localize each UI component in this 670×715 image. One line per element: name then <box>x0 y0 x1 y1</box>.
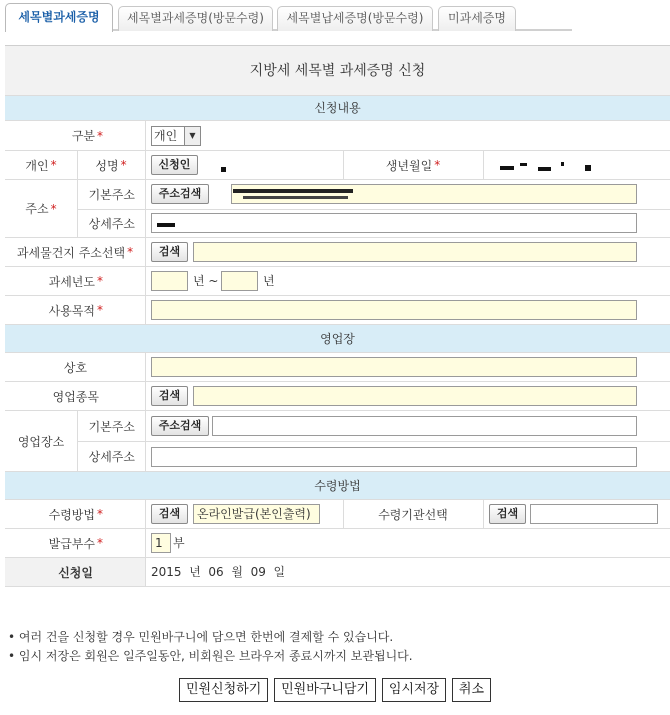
purpose-label: 사용목적 * <box>48 303 103 318</box>
form-title: 지방세 세목별 과세증명 신청 <box>5 46 670 96</box>
address-search-button[interactable]: 주소검색 <box>151 184 209 204</box>
add-to-basket-button[interactable]: 민원바구니담기 <box>274 678 376 702</box>
business-type-input[interactable] <box>193 386 637 406</box>
name-label: 성명 * <box>95 158 127 173</box>
redacted-birthdate-part <box>585 165 591 171</box>
row-address <box>5 180 670 238</box>
redacted-birthdate-part <box>561 162 564 166</box>
row-category <box>5 121 670 151</box>
cancel-button[interactable]: 취소 <box>452 678 491 702</box>
base-address-label: 기본주소 <box>88 188 135 202</box>
row-apply-date <box>5 558 670 587</box>
tab-no-tax-certificate[interactable]: 미과세증명 <box>438 6 516 31</box>
apply-date-value: 2015 년 06 월 09 일 <box>151 565 286 579</box>
copies-label: 발급부수 * <box>48 536 103 551</box>
biz-base-address-input[interactable] <box>212 416 637 436</box>
biz-detail-address-label: 상세주소 <box>88 450 135 464</box>
birthdate-label: 생년월일 * <box>385 158 441 173</box>
tab-tax-payment-certificate-visit[interactable]: 세목별납세증명(방문수령) <box>277 6 433 31</box>
notes <box>8 628 658 666</box>
row-company-name <box>5 353 670 382</box>
purpose-input[interactable] <box>151 300 637 320</box>
apply-button[interactable]: 민원신청하기 <box>179 678 268 702</box>
business-type-label: 영업종목 <box>52 389 99 404</box>
company-name-label: 상호 <box>63 360 87 375</box>
tax-year-label: 과세년도 * <box>48 274 103 289</box>
tax-object-label: 과세물건지 주소선택 * <box>16 245 134 260</box>
redacted-address <box>233 189 353 193</box>
detail-address-label: 상세주소 <box>88 217 135 231</box>
tax-year-to-input[interactable] <box>221 271 258 291</box>
category-select[interactable]: 개인 ▼ <box>151 126 201 146</box>
receive-agency-label: 수령기관선택 <box>378 507 448 522</box>
row-business-type <box>5 382 670 411</box>
redacted-address-part <box>243 196 348 199</box>
action-bar <box>0 678 670 702</box>
row-receive-method <box>5 500 670 529</box>
biz-base-address-label: 기본주소 <box>88 419 135 434</box>
tab-tax-certificate-visit[interactable]: 세목별과세증명(방문수령) <box>118 6 273 31</box>
tax-year-from-unit: 년 ~ <box>193 274 219 288</box>
individual-label: 개인 * <box>25 158 57 173</box>
temp-save-button[interactable]: 임시저장 <box>382 678 446 702</box>
biz-detail-address-input[interactable] <box>151 447 637 467</box>
redacted-name <box>221 167 226 172</box>
tab-bar <box>5 3 572 31</box>
section-business: 영업장 <box>5 325 670 353</box>
tab-tax-certificate[interactable]: 세목별과세증명 <box>5 3 113 32</box>
detail-address-input[interactable] <box>151 213 637 233</box>
row-purpose <box>5 296 670 325</box>
application-form <box>5 45 670 587</box>
chevron-down-icon: ▼ <box>184 127 200 145</box>
base-address-input[interactable] <box>231 184 637 204</box>
address-label: 주소 * <box>25 201 57 216</box>
receive-method-input[interactable]: 온라인발급(본인출력) <box>193 504 320 524</box>
section-receive: 수령방법 <box>5 472 670 500</box>
copies-unit: 부 <box>173 536 185 550</box>
business-place-label: 영업장소 <box>17 434 65 449</box>
tax-object-search-button[interactable]: 검색 <box>151 242 188 262</box>
row-business-place <box>5 411 670 472</box>
redacted-birthdate-part <box>538 167 551 171</box>
note-basket: • 여러 건을 신청할 경우 민원바구니에 담으면 한번에 결제할 수 있습니다. <box>8 630 394 644</box>
receive-agency-input[interactable] <box>530 504 658 524</box>
receive-method-search-button[interactable]: 검색 <box>151 504 188 524</box>
receive-method-label: 수령방법 * <box>48 507 103 522</box>
business-type-search-button[interactable]: 검색 <box>151 386 188 406</box>
note-temp-save: • 임시 저장은 회원은 일주일동안, 비회원은 브라우저 종료시까지 보관됩니다. <box>8 649 413 663</box>
row-tax-object <box>5 238 670 267</box>
redacted-detail-address <box>157 223 175 227</box>
tax-year-from-input[interactable] <box>151 271 188 291</box>
section-apply-content: 신청내용 <box>5 96 670 121</box>
tax-year-to-unit: 년 <box>263 274 275 288</box>
company-name-input[interactable] <box>151 357 637 377</box>
row-tax-year <box>5 267 670 296</box>
category-label: 구분 * <box>71 128 103 143</box>
tax-object-input[interactable] <box>193 242 637 262</box>
redacted-birthdate-part <box>520 163 527 166</box>
biz-address-search-button[interactable]: 주소검색 <box>151 416 209 436</box>
apply-date-label: 신청일 <box>58 565 93 580</box>
redacted-birthdate <box>500 166 514 170</box>
receive-agency-search-button[interactable]: 검색 <box>489 504 526 524</box>
row-copies <box>5 529 670 558</box>
applicant-button[interactable]: 신청인 <box>151 155 198 175</box>
copies-input[interactable]: 1 <box>151 533 171 553</box>
row-name <box>5 151 670 180</box>
